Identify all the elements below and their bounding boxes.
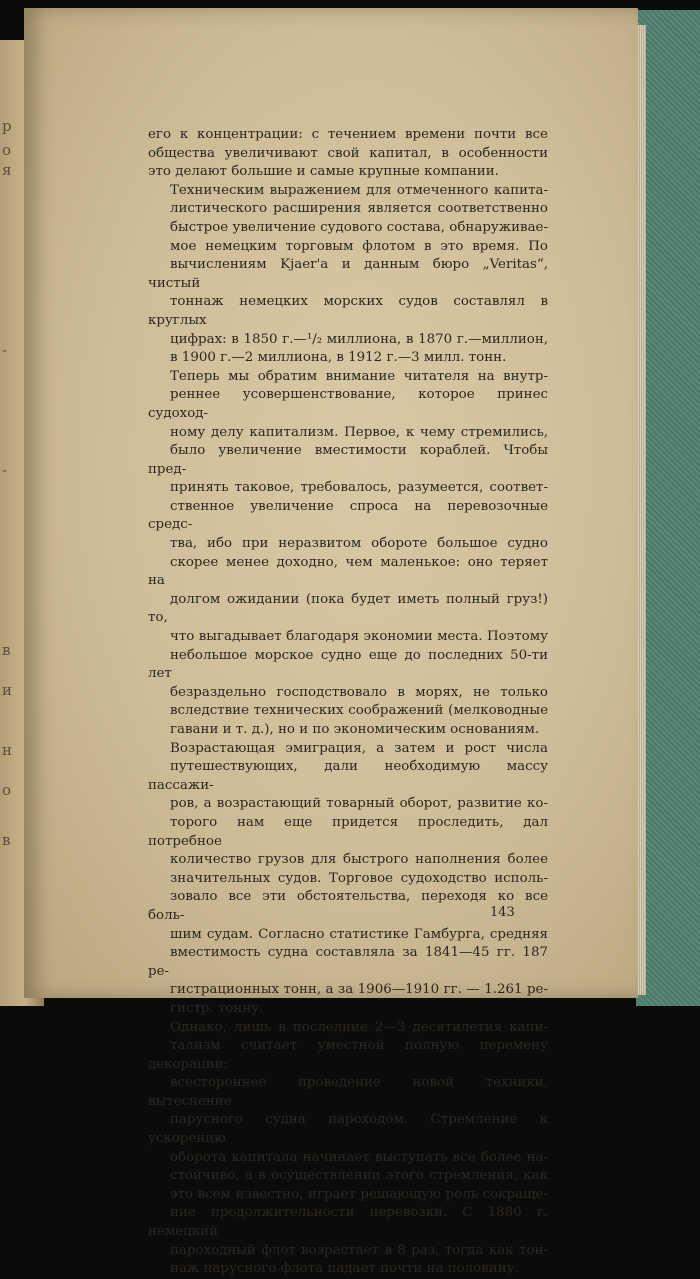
text-line: листического расширения является соответственно <box>170 201 548 217</box>
text-line: ров, а возрастающий товарный оборот, развитие ко- <box>170 796 548 812</box>
text-line: оборота капитала начинает выступать все более на- <box>170 1149 548 1165</box>
text-line: тва, ибо при неразвитом обороте большое судно <box>170 536 548 552</box>
book-page <box>24 8 638 1277</box>
text-line: стойчиво, а в осуществлении этого стремления, как <box>170 1168 548 1184</box>
text-line: всестороннее проведение новой техники, вытеснение <box>148 1075 548 1109</box>
text-line: его к концентрации: с течением времени почти все <box>148 127 548 142</box>
text-line: реннее усовершенствование, которое принес судоход- <box>148 387 548 421</box>
text-line: быстрое увеличение судового состава, обнаруживае- <box>170 219 548 235</box>
text-line: Однако, лишь в последние 2—3 десятилетия капи- <box>170 1019 548 1035</box>
text-line: мое немецким торговым флотом в это время. По <box>170 238 548 254</box>
text-line: было увеличение вместимости кораблей. Чтобы пред- <box>148 443 548 477</box>
text-line: Техническим выражением для отмеченного капита- <box>170 182 548 198</box>
paragraph <box>148 126 548 182</box>
text-line: Теперь мы обратим внимание читателя на внутр- <box>170 368 548 384</box>
text-line: тализм считает уместной полную перемену декорации: <box>148 1038 548 1072</box>
paragraph <box>148 740 548 1019</box>
text-line: вследствие технических соображений (мелководные <box>170 703 548 719</box>
text-line: скорее менее доходно, чем маленькое: оно теряет на <box>148 554 548 589</box>
text-line: небольшое морское судно еще до последних 50-ти лет <box>148 647 548 682</box>
text-line: гистр. тонну. <box>170 1000 264 1016</box>
text-line: зовало все эти обстоятельства, переходя ко все боль- <box>148 889 548 923</box>
text-line: цифрах: в 1850 г.—¹/₂ миллиона, в 1870 г.—миллион, <box>170 331 548 347</box>
paragraph <box>148 182 548 368</box>
text-line: общества увеличивают свой капитал, в особенности <box>148 145 548 161</box>
text-line: ному делу капитализм. Первое, к чему стремились, <box>170 424 548 440</box>
text-line: вычислениям Kjaer'a и данным бюро „Veritas“, чистый <box>148 257 548 291</box>
page-number: 143 <box>490 905 515 920</box>
text-line: ние продолжительности перевозки. С 1880 г. немецкий <box>148 1205 548 1240</box>
text-line: это делают большие и самые крупные компании. <box>148 164 499 180</box>
text-line: тоннаж немецких морских судов составлял в круглых <box>148 294 548 328</box>
paragraph <box>148 1019 548 1279</box>
page-body-text <box>148 126 548 1279</box>
text-line: путешествующих, дали необходимую массу пассажи- <box>148 759 548 793</box>
text-line: ственное увеличение спроса на перевозочные средс- <box>148 498 548 533</box>
text-line: торого нам еще придется проследить, дал потребное <box>148 814 548 849</box>
adjacent-page-edge: р о я - - в и н о в <box>0 40 44 1006</box>
text-line: шим судам. Согласно статистике Гамбурга, средняя <box>170 926 548 942</box>
text-line: в 1900 г.—2 миллиона, в 1912 г.—3 милл. тонн. <box>170 350 507 366</box>
text-line: вместимость судна составляла за 1841—45 гг. 187 ре- <box>148 945 548 979</box>
text-line: парусного судна пароходом. Стремление к ускорению <box>148 1112 548 1147</box>
text-line: наж парусного флота падает почти на половину. <box>170 1261 519 1277</box>
text-line: это всем известно, играет решающую роль сокраще- <box>170 1186 548 1202</box>
text-line: Возрастающая эмиграция, а затем и рост числа <box>170 740 548 756</box>
text-line: долгом ожидании (пока будет иметь полный груз!) то, <box>148 591 548 626</box>
text-line: гистрационных тонн, а за 1906—1910 гг. — 1.261 ре- <box>170 982 548 998</box>
text-line: что выгадывает благодаря экономии места. Поэтому <box>170 629 548 645</box>
text-line: принять таковое, требовалось, разумеется, соответ- <box>170 480 548 496</box>
text-line: гавани и т. д.), но и по экономическим основаниям. <box>170 722 540 737</box>
text-line: безраздельно господствовало в морях, не только <box>170 684 548 700</box>
text-line: пароходный флот возрастает в 8 раз, тогда как тон- <box>170 1242 548 1258</box>
text-line: количество грузов для быстрого наполнения более <box>170 852 548 868</box>
text-line: значительных судов. Торговое судоходство исполь- <box>170 870 548 886</box>
paragraph <box>148 368 548 740</box>
